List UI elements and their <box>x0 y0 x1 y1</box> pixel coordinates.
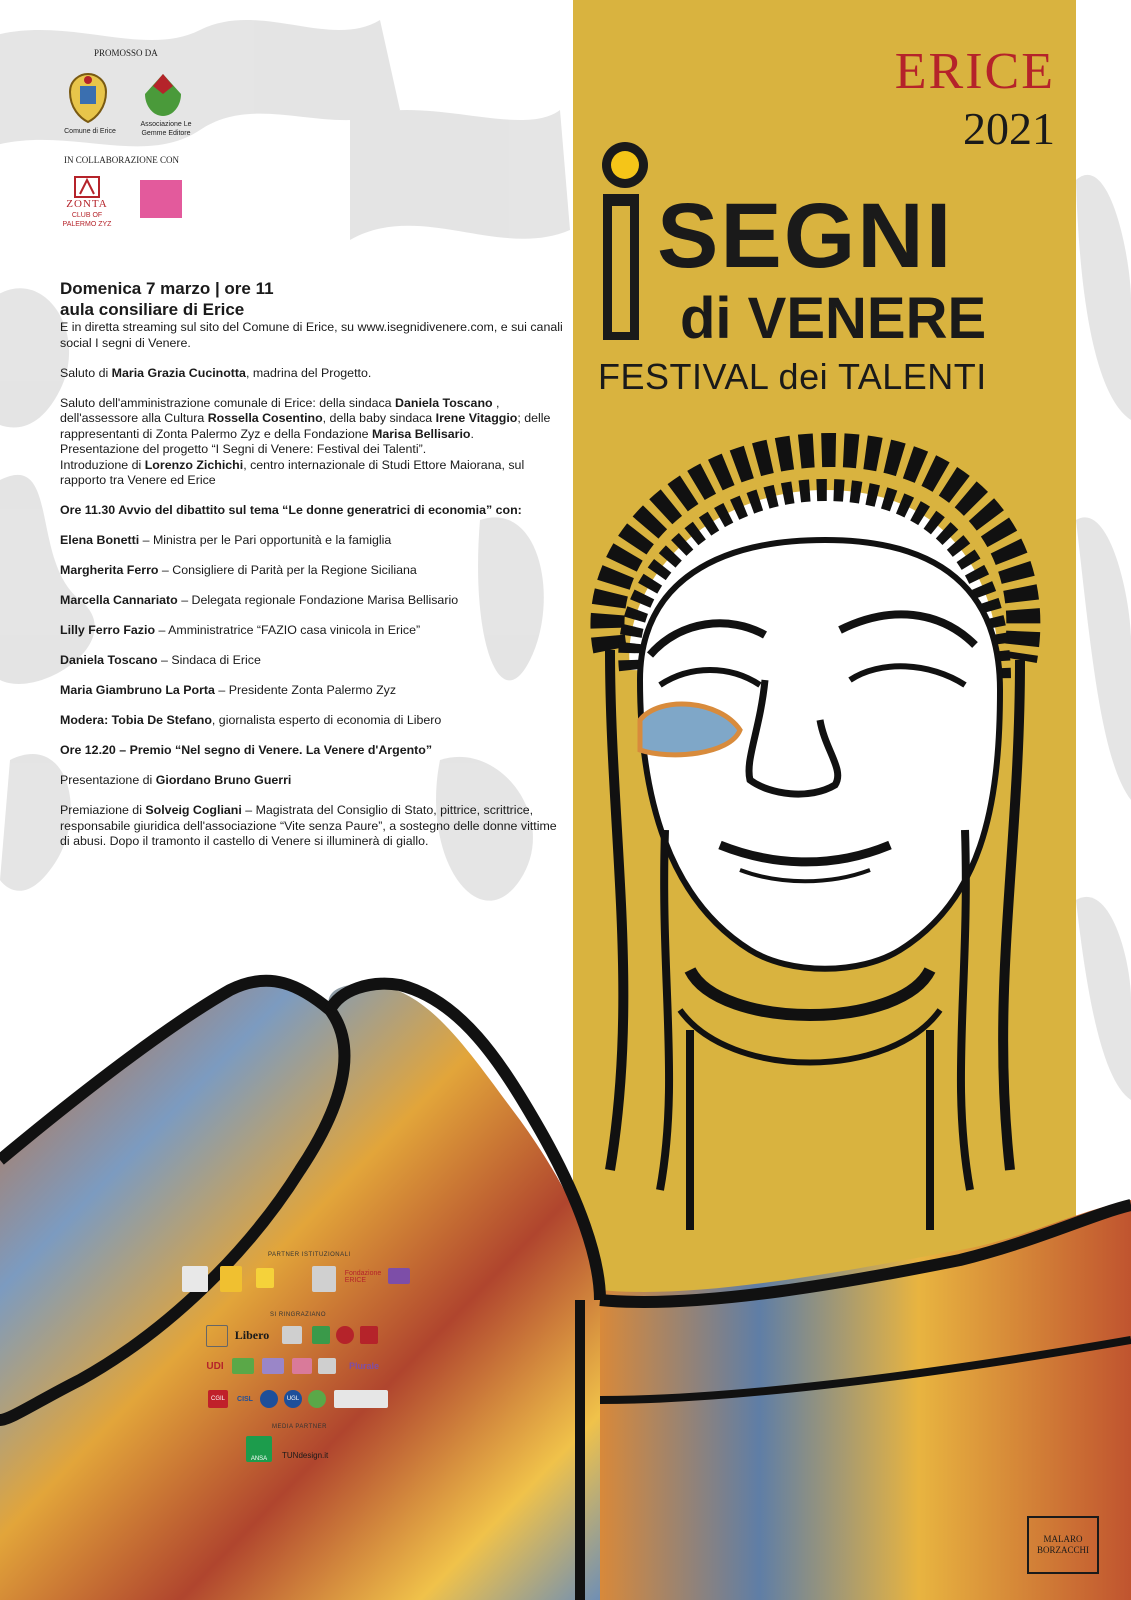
fondazione-erice-logo: Fondazione ERICE <box>344 1270 382 1284</box>
comune-erice-crest-icon <box>66 70 110 124</box>
event-venue: aula consiliare di Erice <box>60 300 245 319</box>
award-presentation: Presentazione di Giordano Bruno Guerri <box>60 773 292 787</box>
zonta-logo-icon <box>74 176 100 198</box>
program-text <box>60 278 565 864</box>
title-year: 2021 <box>963 103 1055 154</box>
partner-logo <box>220 1266 242 1292</box>
introduction: Introduzione di Lorenzo Zichichi, centro internazionale di Studi Ettore Maiorana, sul rapporto tra Venere ed Erice <box>60 457 525 487</box>
cgil-logo: CGIL <box>208 1390 228 1408</box>
partner-logo <box>256 1268 274 1288</box>
title-erice: ERICE <box>894 43 1055 100</box>
title-festival-talenti: FESTIVAL dei TALENTI <box>598 356 987 397</box>
ugl-logo: UGL <box>284 1390 302 1408</box>
libero-logo: Libero <box>234 1327 270 1342</box>
zonta-name: ZONTA <box>66 198 108 210</box>
partner-logo <box>232 1358 254 1374</box>
award-ceremony: Premiazione di Solveig Cogliani – Magistrata del Consiglio di Stato, pittrice, scrittrice, responsabile giuridica dell'associazione “Vite senza Paure”, a sostegno delle donne vittime di abusi. Dopo il tramonto il castello di Venere si illuminerà di giallo. <box>60 803 557 848</box>
thanks-label: SI RINGRAZIANO <box>270 1312 327 1318</box>
partner-logo <box>360 1326 378 1344</box>
speaker-item: Daniela Toscano – Sindaca di Erice <box>60 653 261 667</box>
cisl-logo: CISL <box>237 1395 253 1403</box>
gemme-editore-caption: Associazione Le Gemme Editore <box>140 121 192 137</box>
speaker-item: Lilly Ferro Fazio – Amministratrice “FAZIO casa vinicola in Erice” <box>60 623 421 637</box>
plurale-logo: Plurale <box>348 1361 379 1371</box>
moderator: Modera: Tobia De Stefano, giornalista esperto di economia di Libero <box>60 713 442 727</box>
udi-logo: UDI <box>206 1360 224 1372</box>
partner-logo <box>312 1326 330 1344</box>
partner-logo <box>334 1390 388 1408</box>
partner-logo <box>336 1326 354 1344</box>
partner-logo <box>206 1325 228 1347</box>
title-segni: SEGNI <box>657 185 954 287</box>
award-heading: Ore 12.20 – Premio “Nel segno di Venere. La Venere d'Argento” <box>60 743 433 757</box>
zonta-club-caption: CLUB OF PALERMO ZYZ <box>62 212 112 228</box>
media-partner-label: MEDIA PARTNER <box>272 1424 327 1430</box>
promoted-by-label: PROMOSSO DA <box>94 48 158 58</box>
greeting-madrina: Saluto di Maria Grazia Cucinotta, madrina del Progetto. <box>60 365 372 380</box>
project-presentation: Presentazione del progetto “I Segni di Venere: Festival dei Talenti”. <box>60 442 427 456</box>
partner-logo <box>308 1390 326 1408</box>
streaming-info: E in diretta streaming sul sito del Comune di Erice, su www.isegnidivenere.com, e sui canali social I segni di Venere. <box>60 320 563 350</box>
title-di-venere: di VENERE <box>680 286 987 351</box>
debate-heading: Ore 11.30 Avvio del dibattito sul tema “Le donne generatrici di economia” con: <box>60 503 522 517</box>
partner-logo <box>318 1358 336 1374</box>
partners-institutional-label: PARTNER ISTITUZIONALI <box>268 1252 351 1258</box>
gemme-editore-logo-icon <box>141 72 185 118</box>
ansa-logo: ANSA <box>246 1436 272 1462</box>
partner-logo <box>262 1358 284 1374</box>
pink-partner-logo <box>140 180 182 218</box>
artist-signature: MALARO BORZACCHI <box>1027 1516 1099 1574</box>
partner-logo <box>312 1266 336 1292</box>
partner-logo <box>260 1390 278 1408</box>
speaker-item: Margherita Ferro – Consigliere di Parità per la Regione Siciliana <box>60 563 417 577</box>
speaker-item: Maria Giambruno La Porta – Presidente Zonta Palermo Zyz <box>60 683 397 697</box>
speaker-item: Elena Bonetti – Ministra per le Pari opportunità e la famiglia <box>60 533 392 547</box>
tundesign-logo: TUNdesign.it <box>282 1450 329 1460</box>
partner-logo <box>292 1358 312 1374</box>
partner-logo <box>182 1266 208 1292</box>
speaker-item: Marcella Cannariato – Delegata regionale Fondazione Marisa Bellisario <box>60 593 459 607</box>
collaboration-label: IN COLLABORAZIONE CON <box>64 155 179 165</box>
partner-logo <box>282 1326 302 1344</box>
greeting-administration: Saluto dell'amministrazione comunale di Erice: della sindaca Daniela Toscano , dell'assessore alla Cultura Rossella Cosentino, della baby sindaca Irene Vitaggio; delle rappresentanti di Zonta Palermo Zyz e della Fondazione Marisa Bellisario. <box>60 395 551 441</box>
venus-head-drawing <box>570 430 1050 1310</box>
comune-erice-caption: Comune di Erice <box>64 128 116 135</box>
event-date: Domenica 7 marzo | ore 11 <box>60 279 274 298</box>
partner-logo <box>388 1268 410 1284</box>
